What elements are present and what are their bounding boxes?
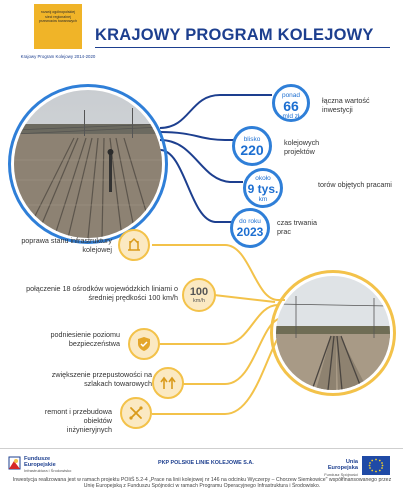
fact-description	[318, 180, 398, 189]
arrows-up-icon	[160, 375, 176, 391]
goal-bubble	[128, 328, 160, 360]
goal-bubble	[118, 229, 150, 261]
fact-description	[284, 138, 340, 156]
eu-title: Unia Europejska	[327, 459, 358, 472]
railway-line-image	[276, 276, 390, 390]
railway-photo-top	[14, 90, 162, 238]
fact-desc-text: czas trwania prac	[277, 218, 317, 236]
fact-bubble-year	[230, 208, 270, 248]
goal-text: podniesienie poziomu bezpieczeństwa	[50, 330, 120, 348]
eu-flag-icon	[362, 456, 390, 475]
goal-bubble-speed	[182, 278, 216, 312]
fe-text	[24, 456, 71, 475]
goal-bubble	[152, 367, 184, 399]
pkp-text: PKP POLSKIE LINIE KOLEJOWE S.A.	[158, 460, 254, 466]
track-gauge-icon	[126, 237, 142, 253]
fe-flag-icon	[8, 455, 22, 471]
goal-bubble	[120, 397, 152, 429]
goal-text: zwiększenie przepustowości na szlakach towarowych	[51, 370, 152, 388]
goal-text: połączenie 18 ośrodków wojewódzkich liniami o średniej prędkości 100 km/h	[26, 284, 178, 302]
fact-description	[322, 96, 394, 114]
railway-photo-bottom	[276, 276, 390, 390]
logo-text: rozwój ogólnopolskiej sieci regionalnej przewozów towarowych	[39, 10, 77, 24]
eu-subtitle: Fundusz Spójności	[324, 471, 358, 477]
fact-unit: mld zł	[282, 113, 300, 120]
fact-prefix: blisko	[243, 136, 261, 143]
fe-title: Fundusze Europejskie	[24, 456, 56, 469]
fact-bubble-projects	[232, 126, 272, 166]
fact-desc-text: kolejowych projektów	[284, 138, 320, 156]
fact-bubble-tracks	[243, 168, 283, 208]
footer-note: Inwestycja realizowana jest w ramach projektu POIiŚ 5.2-4 „Prace na linii kolejowej nr 146 na odcinku Wyczerpy – Chorzew Siemkowice" współfinansowanego przez Unię Europejską z Funduszu Spójności w ramach Programu Operacyjnego Infrastruktura i Środowisko.	[12, 477, 392, 490]
eu-text	[318, 459, 358, 478]
fact-number: 2023	[236, 225, 264, 239]
speed-value: 100	[189, 285, 209, 298]
fact-bubble-value	[272, 84, 310, 122]
footer-divider	[0, 448, 403, 449]
fact-number: 9 tys.	[247, 182, 279, 196]
fe-subtitle: Infrastruktura i Środowisko	[24, 468, 72, 474]
fact-description	[277, 218, 325, 236]
fact-prefix: do roku	[239, 218, 261, 225]
fact-number: 220	[240, 142, 264, 158]
railway-tracks-image	[14, 90, 162, 238]
fe-logo	[8, 455, 98, 473]
fact-unit: km	[258, 196, 268, 203]
eu-logo	[318, 456, 398, 476]
fact-prefix: ponad	[281, 92, 301, 99]
fact-number: 66	[283, 98, 299, 114]
page-title: KRAJOWY PROGRAM KOLEJOWY	[95, 26, 374, 44]
goal-text: remont i przebudowa obiektów inżynieryjnych	[44, 407, 112, 434]
program-logo	[34, 4, 82, 49]
wrench-icon	[128, 405, 144, 421]
title-divider	[95, 47, 390, 48]
goal-text: poprawa stanu infrastruktury kolejowej	[21, 236, 112, 254]
logo-caption: Krajowy Program Kolejowy 2014-2020	[20, 54, 96, 59]
fact-desc-text: torów objętych pracami	[318, 180, 392, 189]
shield-check-icon	[136, 336, 152, 352]
speed-unit: km/h	[193, 297, 205, 304]
pkp-logo	[158, 460, 254, 466]
fact-prefix: około	[255, 175, 271, 182]
fact-desc-text: łączna wartość inwestycji	[322, 96, 370, 114]
